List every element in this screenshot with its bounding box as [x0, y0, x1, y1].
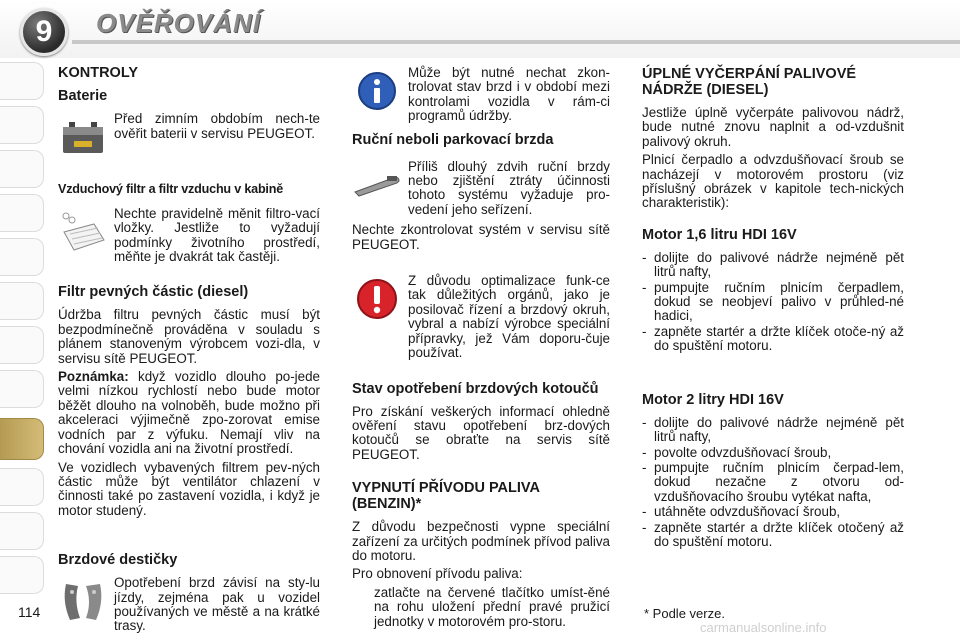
pointing-hand-icon	[352, 586, 374, 629]
heading-empty-tank: ÚPLNÉ VYČERPÁNÍ PALIVOVÉ NÁDRŽE (DIESEL)	[642, 66, 857, 98]
warning-icon	[352, 274, 402, 324]
empty-tank-paragraph-2: Plnicí čerpadlo a odvzdušňovací šroub se nacházejí v motorovém prostoru (viz příslušný obrázek v kapitole tech-nických charakteristik):	[642, 152, 904, 211]
warning-text-start	[408, 274, 610, 360]
air-filter-text: Nechte pravidelně měnit filtro-vací vložky. Jestliže to vyžadují podmínky životního prostředí, měňte je dvakrát tak častěji.	[114, 205, 320, 265]
list-item: - utáhněte odvzdušňovací šroub,	[642, 505, 904, 519]
air-filter-block	[58, 207, 320, 265]
brake-pads-icon	[58, 576, 108, 626]
list-item: - pumpujte ručním plnicím čerpad-lem, dokud nezačne z otvoru od-vzdušňovacího šroubu vytékat nafta,	[642, 461, 904, 504]
heading-baterie: Baterie	[58, 88, 108, 105]
info-icon	[352, 66, 402, 116]
chapter-tab[interactable]	[0, 62, 44, 100]
chapter-tab[interactable]	[0, 512, 44, 550]
chapter-tab[interactable]	[0, 556, 44, 594]
heading-air-filter: Vzduchový filtr a filtr vzduchu v kabině	[58, 182, 284, 197]
chapter-tab[interactable]	[0, 468, 44, 506]
list-item: - zapněte startér a držte klíček otoče-ný až do spuštění motoru.	[642, 325, 904, 354]
chapter-tab[interactable]	[0, 238, 44, 276]
chapter-tab-active[interactable]	[0, 418, 44, 460]
empty-tank-paragraph-1: Jestliže úplně vyčerpáte palivovou nádrž, bude nutné znovu naplnit a od-vzdušnit palivový okruh.	[642, 105, 904, 149]
chapter-tab[interactable]	[0, 282, 44, 320]
motor-2-steps	[642, 416, 904, 550]
parking-brake-icon-text: Příliš dlouhý zdvih ruční brzdy nebo zjištění ztráty účinnosti tohoto systému vyžaduje pro-vedení jeho seřízení.	[408, 158, 610, 217]
battery-icon	[58, 112, 108, 162]
fuel-cutoff-intro: Pro obnovení přívodu paliva:	[352, 566, 523, 582]
warning-block	[352, 274, 610, 360]
note-label: Poznámka:	[58, 369, 129, 385]
column-middle	[352, 60, 610, 629]
warning-text: Z důvodu optimalizace funk-ce tak důležitých orgánů, jako je posilovač řízení a brzdový okruh, vybral a nabízí výrobce speciální přípravky, jež Vám doporu-čuje používat.	[408, 273, 610, 361]
list-item: - povolte odvzdušňovací šroub,	[642, 446, 904, 460]
list-item: - zapněte startér a držte klíček otočený až do spuštění motoru.	[642, 521, 904, 550]
watermark: carmanualsonline.info	[700, 620, 827, 635]
page-number: 114	[18, 604, 41, 620]
header-rule	[72, 40, 960, 44]
parking-brake-text: Nechte zkontrolovat systém v servisu sítě PEUGEOT.	[352, 222, 610, 252]
handbrake-icon	[352, 160, 402, 210]
section-title-kontroly: KONTROLY	[58, 65, 139, 81]
battery-text: Před zimním obdobím nech-te ověřit baterii v servisu PEUGEOT.	[114, 111, 320, 141]
note-text: když vozidlo dlouho po-jede velmi nízkou rychlostí nebo bude motor běžět dlouho na volnoběh, bude možno při akceleraci výjimečně zpo-zorovat emise vodních par z výfuku. Nemají vliv na chování vozidla ani na životní prostředí.	[58, 369, 320, 457]
list-item: - pumpujte ručním plnicím čerpadlem, dokud se neobjeví palivo v průhled-né hadici,	[642, 281, 904, 324]
info-block	[352, 66, 610, 124]
brake-pads-text: Opotřebení brzd závisí na sty-lu jízdy, zejména pak u vozidel používaných ve městě a na krátké trasy.	[114, 575, 320, 634]
parking-brake-block	[352, 160, 610, 218]
heading-particle-filter: Filtr pevných částic (diesel)	[58, 284, 249, 301]
column-left	[58, 60, 320, 640]
heading-brake-pads: Brzdové destičky	[58, 552, 178, 569]
particle-filter-paragraph: Údržba filtru pevných částic musí být bezpodmínečně prováděna v souladu s plánem stanoveným výrobcem vozi-dla, v servisu sítě PEUGEOT.	[58, 307, 320, 366]
chapter-title: OVĚŘOVÁNÍ	[96, 8, 262, 38]
heading-fuel-cutoff: VYPNUTÍ PŘÍVODU PALIVA (BENZIN)*	[352, 480, 540, 513]
chapter-tab-rail	[0, 58, 46, 640]
chapter-tab[interactable]	[0, 106, 44, 144]
heading-brake-discs: Stav opotřebení brzdových kotoučů	[352, 380, 599, 397]
air-filter-icon	[58, 207, 108, 257]
chapter-tab[interactable]	[0, 370, 44, 408]
battery-block	[58, 112, 320, 162]
heading-motor-16: Motor 1,6 litru HDI 16V	[642, 226, 797, 243]
motor-16-steps	[642, 251, 904, 354]
list-item: - dolijte do palivové nádrže nejméně pět litrů nafty,	[642, 416, 904, 445]
column-right	[642, 60, 904, 555]
chapter-number-badge: 9	[20, 8, 68, 56]
footnote: * Podle verze.	[644, 606, 725, 621]
chapter-tab[interactable]	[0, 194, 44, 232]
chapter-tab[interactable]	[0, 326, 44, 364]
info-text: Může být nutné nechat zkon-trolovat stav brzd i v období mezi kontrolami vozidla v rám-ci programů údržby.	[408, 65, 610, 124]
fuel-cutoff-step-text: zatlačte na červené tlačítko umíst-ěné na rohu uložení přední pravé pružicí jednotky v motorovém pro-storu.	[374, 584, 610, 629]
brake-discs-text: Pro získání veškerých informací ohledně ověření stavu opotřebení brz-dových kotoučů se obraťte na servis sítě PEUGEOT.	[352, 403, 610, 462]
particle-filter-fan-paragraph: Ve vozidlech vybavených filtrem pev-ných částic může být ventilátor chlazení v činnosti také po zastavení vozidla, i když je motor studený.	[58, 459, 320, 518]
chapter-tab[interactable]	[0, 150, 44, 188]
fuel-cutoff-step	[352, 586, 610, 629]
brake-pads-block	[58, 576, 320, 634]
particle-filter-note	[58, 370, 320, 456]
heading-motor-2: Motor 2 litry HDI 16V	[642, 391, 784, 408]
fuel-cutoff-paragraph: Z důvodu bezpečnosti vypne speciální zařízení za určitých podmínek přívod paliva do motoru.	[352, 519, 610, 563]
list-item: - dolijte do palivové nádrže nejméně pět litrů nafty,	[642, 251, 904, 280]
heading-parking-brake: Ruční neboli parkovací brzda	[352, 131, 554, 148]
